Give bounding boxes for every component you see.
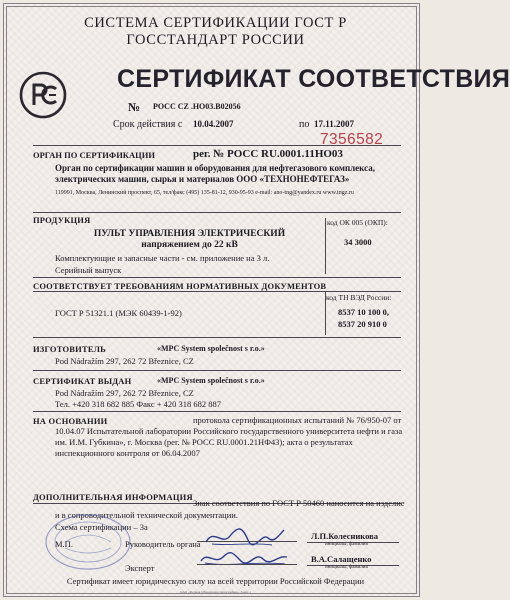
issued-to-address: Pod Nádražím 297, 262 72 Březnice, CZ <box>55 388 194 398</box>
head-name-caption: инициалы, фамилия <box>325 542 368 547</box>
expert-name: В.А.Салащенко <box>311 554 372 564</box>
certification-body-reg-number: рег. № РОСС RU.0001.11НО03 <box>193 148 343 160</box>
expert-name-caption: инициалы, фамилия <box>325 565 368 570</box>
issued-to-name: «MPC System společnost s r.o.» <box>157 376 265 385</box>
divider <box>33 370 401 371</box>
tn-ved-code-value-2: 8537 20 910 0 <box>338 319 387 329</box>
valid-to-date: 17.11.2007 <box>314 119 355 129</box>
tn-ved-code-label: код ТН ВЭД России: <box>326 293 392 302</box>
product-production-type: Серийный выпуск <box>55 265 122 275</box>
divider <box>33 337 401 338</box>
divider <box>33 212 401 213</box>
basis-line: 10.04.07 Испытательной лаборатории Российского государственного университета нефти и газа <box>55 426 403 436</box>
certification-body-name: Орган по сертификации машин и оборудования для нефтегазового комплекса, электрических машин, сырья и материалов ООО «ТЕХНОНЕФТЕГАЗ» <box>55 163 375 184</box>
validity-label: Срок действия с <box>113 119 183 130</box>
expert-signature-line <box>197 564 297 565</box>
product-components: Комплектующие и запасные части - см. приложение на 3 л. <box>55 253 270 263</box>
system-title-line2: ГОССТАНДАРТ РОССИИ <box>126 32 305 48</box>
okp-code-value: 34 3000 <box>344 237 372 247</box>
additional-info-line: Знак соответствия по ГОСТ Р 50460 наносится на изделие <box>193 498 405 508</box>
seal-place-label: М.П. <box>55 539 73 549</box>
serial-number: 7356582 <box>320 131 384 148</box>
certification-scheme: Схема сертификации – 3а <box>55 522 148 532</box>
head-role-label: Руководитель органа <box>125 539 201 549</box>
basis-line: им. И.М. Губкина», г. Москва (рег. № РОСС RU.0001.21НФ43); акта о результатах <box>55 437 353 447</box>
divider <box>33 277 401 278</box>
number-label: № <box>128 100 141 114</box>
system-title-line1: СИСТЕМА СЕРТИФИКАЦИИ ГОСТ Р <box>84 15 347 31</box>
issued-to-label: СЕРТИФИКАТ ВЫДАН <box>33 376 132 386</box>
issued-to-phone: Тел. +420 318 682 885 Факс + 420 318 682 887 <box>55 399 222 409</box>
additional-info-line: и в сопроводительной технической документации. <box>55 510 238 520</box>
expert-signature-icon <box>197 547 292 569</box>
valid-from-date: 10.04.2007 <box>193 119 234 129</box>
footer-text: Сертификат имеет юридическую силу на всей территории Российской Федерации <box>66 576 365 586</box>
head-name: Л.П.Колесникова <box>311 531 378 541</box>
requirements-label: СООТВЕТСТВУЕТ ТРЕБОВАНИЯМ НОРМАТИВНЫХ ДОКУМЕНТОВ <box>33 281 327 291</box>
product-name: ПУЛЬТ УПРАВЛЕНИЯ ЭЛЕКТРИЧЕСКИЙ напряжением до 22 кВ <box>93 229 286 250</box>
additional-info-label: ДОПОЛНИТЕЛЬНАЯ ИНФОРМАЦИЯ <box>33 492 193 502</box>
head-signature-icon <box>202 524 287 549</box>
manufacturer-label: ИЗГОТОВИТЕЛЬ <box>33 344 106 354</box>
valid-to-label: по <box>299 119 310 130</box>
product-label: ПРОДУКЦИЯ <box>33 215 91 225</box>
tn-ved-code-value-1: 8537 10 100 0, <box>338 307 389 317</box>
certification-body-address: 119991, Москва, Ленинский проспект, 65, тел/факс (495) 135-81-12, 930-95-93 e-mail: ano-tng@yandex.ru www.tngz.ru <box>55 190 354 196</box>
basis-line: инспекционного контроля от 06.04.2007 <box>55 448 200 458</box>
standard-reference: ГОСТ Р 51321.1 (МЭК 60439-1-92) <box>55 308 182 318</box>
divider <box>33 411 401 412</box>
expert-role-label: Эксперт <box>125 563 155 573</box>
manufacturer-address: Pod Nádražím 297, 262 72 Březnice, CZ <box>55 356 194 366</box>
certification-body-label: ОРГАН ПО СЕРТИФИКАЦИИ <box>33 150 155 160</box>
certificate-sheet <box>3 3 510 597</box>
certificate-number: РОСС CZ .НО03.В02056 <box>153 102 241 111</box>
rst-logo-icon <box>19 71 67 119</box>
basis-line: протокола сертификационных испытаний № 76/950-07 от <box>193 415 402 425</box>
basis-label: НА ОСНОВАНИИ <box>33 416 108 426</box>
manufacturer-name: «MPC System společnost s r.o.» <box>157 344 265 353</box>
printer-microtext: ОАО «Первая Образцовая типография». Заказ 1 <box>179 590 252 594</box>
certificate-title: СЕРТИФИКАТ СООТВЕТСТВИЯ <box>117 65 510 93</box>
okp-code-label: код ОК 005 (ОКП): <box>327 218 388 227</box>
divider <box>33 145 401 146</box>
head-signature-line <box>197 541 297 542</box>
